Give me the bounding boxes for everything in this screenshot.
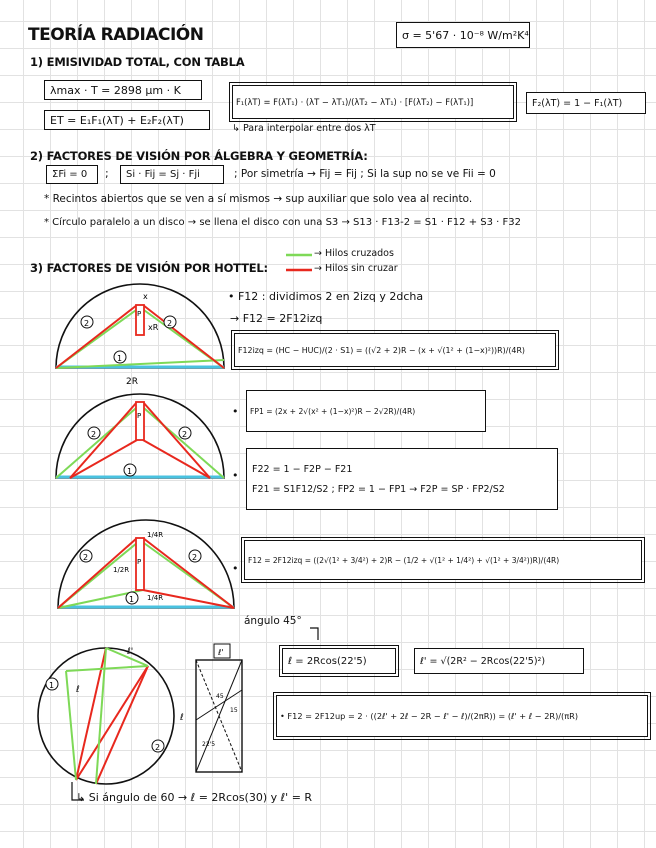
rectangle-diagram [179,644,242,772]
label-ellp: ℓ' [218,648,224,657]
circle-diagram [38,647,174,800]
d3-line1: F22 = 1 − F2P − F21 [252,463,353,475]
sigma-box: σ = 5'67 · 10⁻⁸ W/m²K⁴ [396,22,530,48]
bullet: • [232,405,239,418]
label-1: 1 [117,354,123,363]
label-quarter-r: 1/4R [147,531,164,539]
section-3-heading: 3) FACTORES DE VISIÓN POR HOTTEL: [30,261,268,275]
open-enclosure-rule: * Recintos abiertos que se ven a sí mismos → sup auxiliar que solo vea al recinto. [44,193,473,205]
angle-45-note: ángulo 45° [244,615,302,627]
d1-line1: • F12 : dividimos 2 en 2izq y 2dcha [228,290,424,303]
label-1: 1 [129,595,135,604]
f1-box: F₁(λT) = F(λT₁) · (λT − λT₁)/(λT₂ − λT₁) · [F(λT₂) − F(λT₁)] [232,85,514,119]
uncrossed-string [143,440,210,478]
crossed-string [66,671,76,780]
label-2: 2 [91,430,97,439]
diagram-2 [56,394,224,478]
label-15: 15 [230,707,238,714]
plate [136,402,144,440]
symmetry-rule: ; Por simetría → Fij = Fij ; Si la sup no se ve Fii = 0 [234,168,496,180]
bullet: • [232,562,239,575]
d3-line2: F21 = S1F12/S2 ; FP2 = 1 − FP1 → F2P = SP · FP2/S2 [252,483,505,495]
semicircle [58,520,234,608]
diagram-1 [56,284,224,387]
label-x: x [143,292,148,301]
label-p: P [137,558,142,566]
label-45: 45 [216,693,224,700]
label-2: 2 [83,553,89,562]
interp-note: ↳ Para interpolar entre dos λT [232,123,376,134]
page-title: TEORÍA RADIACIÓN [28,25,204,45]
label-ellp: ℓ' [127,647,134,657]
label-ell: ℓ [76,685,80,695]
label-p: P [137,310,142,318]
diagram-3 [58,520,234,608]
circle-disc-rule: * Círculo paralelo a un disco → se llena el disco con una S3 → S13 · F13-2 = S1 · F12 + S3 · F32 [44,217,521,228]
bullet: • [232,469,239,482]
label-1: 1 [49,681,55,690]
d1-formula-box: F12izq = (HC − HUC)/(2 · S1) = ((√2 + 2)R − (x + √(1² + (1−x)²))R)/(4R) [234,333,556,367]
label-2: 2 [84,319,90,328]
legend-green-text: → Hilos cruzados [314,248,394,259]
label-2r: 2R [126,377,138,387]
d5-formula-box: • F12 = 2F12up = 2 · ((2ℓ' + 2ℓ − 2R − ℓ' − ℓ)/(2πR)) = (ℓ' + ℓ − 2R)/(πR) [276,695,648,737]
d4-formula-box: F12 = 2F12izq = ((2√(1² + 3/4²) + 2)R − (1/2 + √(1² + 1/4²) + √(1² + 3/4²))R)/(4R) [244,540,642,580]
label-half-r: 1/2R [113,566,130,574]
label-2: 2 [167,319,173,328]
section-2-heading: 2) FACTORES DE VISIÓN POR ÁLGEBRA Y GEOMETRÍA: [30,149,368,163]
uncrossed-string [76,666,148,780]
reciprocity-box: Si · Fij = Sj · Fji [120,165,224,184]
legend-red-text: → Hilos sin cruzar [314,263,398,274]
ellp-box: ℓ' = √(2R² − 2Rcos(22'5)²) [414,648,584,674]
label-1: 1 [127,467,133,476]
label-22-5: 22'5 [202,741,216,748]
angle-arrow [310,628,318,640]
uncrossed-string [143,305,224,368]
wien-law-box: λmax · T = 2898 μm · K [44,80,202,100]
label-ell: ℓ [180,713,184,723]
crossed-string [66,666,148,671]
label-quarter-r: 1/4R [147,594,164,602]
label-2: 2 [155,743,161,752]
uncrossed-string [143,402,210,478]
separator: ; [105,167,109,180]
ell-box: ℓ = 2Rcos(22'5) [282,648,396,674]
sum-rule-box: ΣFi = 0 [46,165,98,184]
footer-note: ↳ Si ángulo de 60 → ℓ = 2Rcos(30) y ℓ' = R [76,791,313,804]
f2-box: F₂(λT) = 1 − F₁(λT) [526,92,646,114]
crossed-string [137,402,224,478]
label-2: 2 [182,430,188,439]
section-1-heading: 1) EMISIVIDAD TOTAL, CON TABLA [30,55,245,69]
label-xr: xR [148,323,159,332]
label-2: 2 [192,553,198,562]
footer-arrow [72,782,84,800]
d2-formula-box: FP1 = (2x + 2√(x² + (1−x)²)R − 2√2R)/(4R) [246,390,486,432]
et-box: ET = E₁F₁(λT) + E₂F₂(λT) [44,110,210,130]
d1-line2: → F12 = 2F12izq [230,312,323,325]
label-p: P [137,412,142,420]
